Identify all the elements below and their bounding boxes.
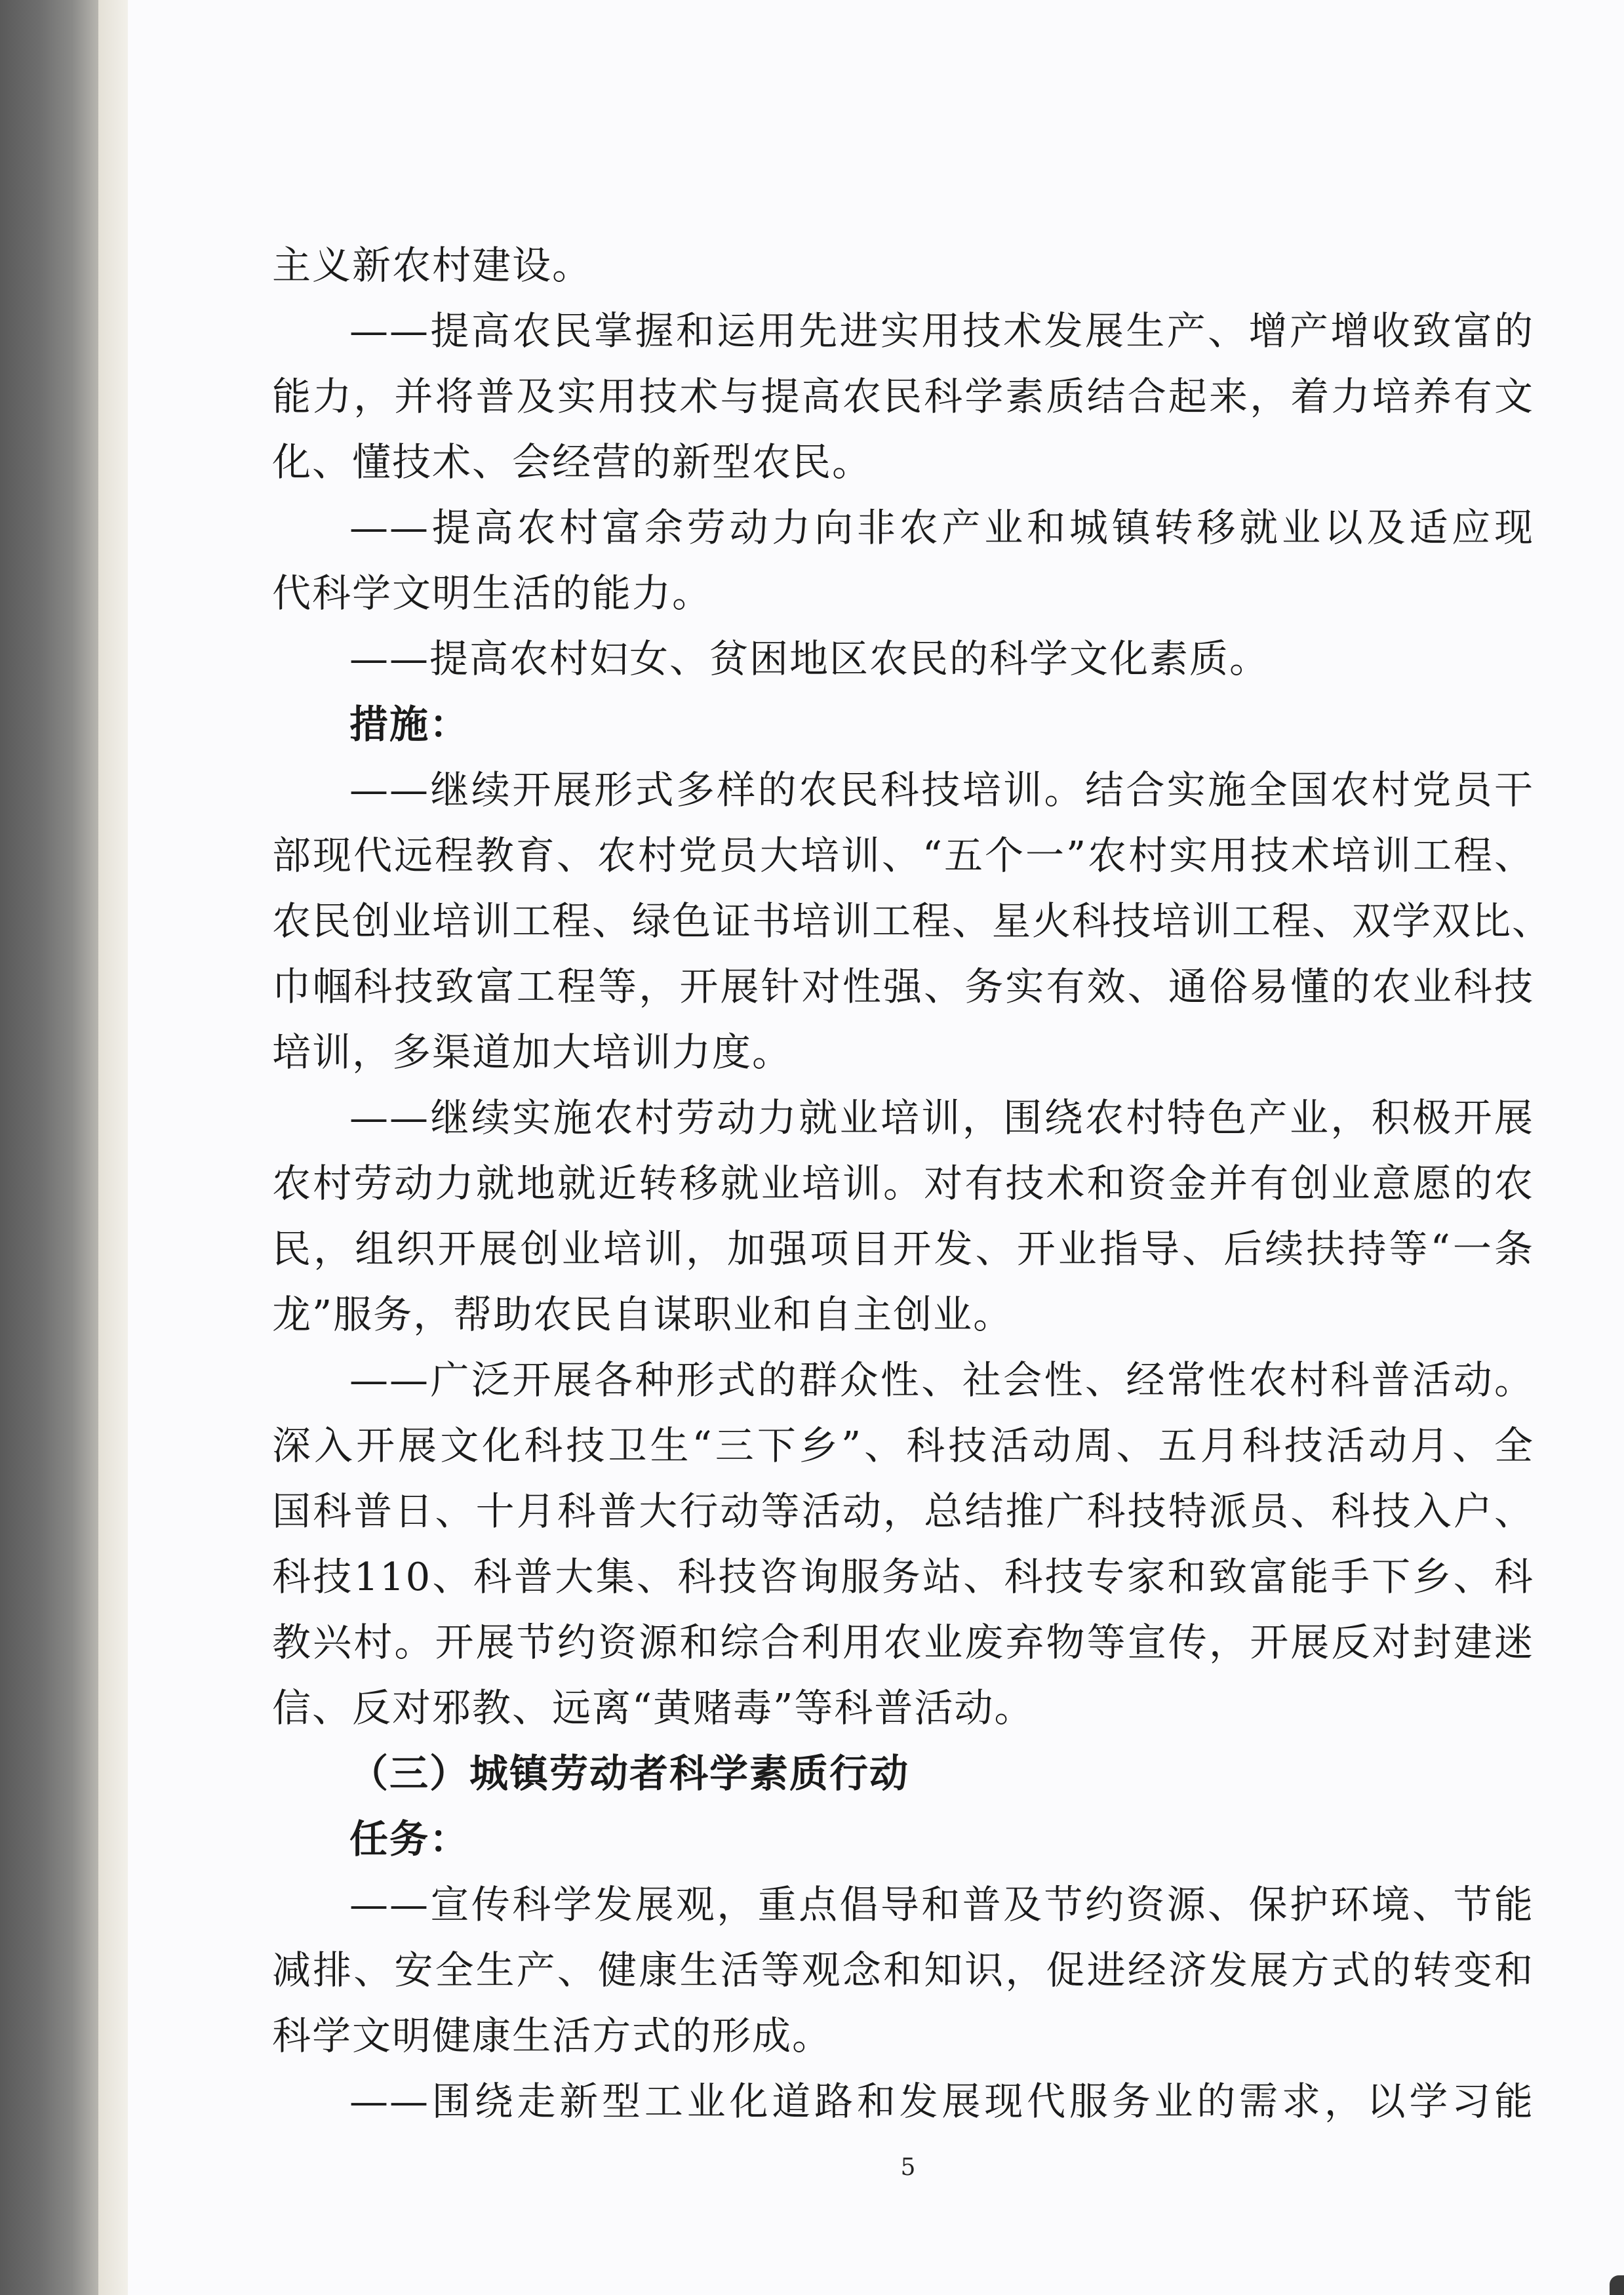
document-body <box>272 233 1553 2134</box>
binding-shadow <box>0 0 98 2295</box>
text-line: ——提高农民掌握和运用先进实用技术发展生产、增产增收致富的 <box>349 308 1534 353</box>
text-line: 主义新农村建设。 <box>272 243 593 288</box>
section-heading: 任务： <box>349 1816 470 1862</box>
text-line: 科技110、科普大集、科技咨询服务站、科技专家和致富能手下乡、科 <box>272 1554 1534 1599</box>
text-line: 深入开展文化科技卫生“三下乡”、科技活动周、五月科技活动月、全 <box>272 1423 1534 1468</box>
text-line: ——继续开展形式多样的农民科技培训。结合实施全国农村党员干 <box>349 767 1534 812</box>
text-line: 龙”服务，帮助农民自谋职业和自主创业。 <box>272 1292 1014 1337</box>
text-line: 化、懂技术、会经营的新型农民。 <box>272 439 873 485</box>
text-line: ——广泛开展各种形式的群众性、社会性、经常性农村科普活动。 <box>349 1357 1534 1403</box>
text-line: ——提高农村富余劳动力向非农产业和城镇转移就业以及适应现 <box>349 505 1534 550</box>
text-line: ——继续实施农村劳动力就业培训，围绕农村特色产业，积极开展 <box>349 1095 1534 1140</box>
text-line: 培训，多渠道加大培训力度。 <box>272 1029 793 1075</box>
text-line: ——围绕走新型工业化道路和发展现代服务业的需求，以学习能 <box>349 2079 1534 2124</box>
text-line: 信、反对邪教、远离“黄赌毒”等科普活动。 <box>272 1685 1035 1730</box>
text-line: ——宣传科学发展观，重点倡导和普及节约资源、保护环境、节能 <box>349 1882 1534 1927</box>
text-line: 教兴村。开展节约资源和综合利用农业废弃物等宣传，开展反对封建迷 <box>272 1620 1534 1665</box>
text-line: 民，组织开展创业培训，加强项目开发、开业指导、后续扶持等“一条 <box>272 1226 1534 1271</box>
section-heading: （三）城镇劳动者科学素质行动 <box>349 1751 910 1796</box>
text-line: 能力，并将普及实用技术与提高农民科学素质结合起来，着力培养有文 <box>272 374 1534 419</box>
text-line: 巾帼科技致富工程等，开展针对性强、务实有效、通俗易懂的农业科技 <box>272 964 1534 1009</box>
text-line: 科学文明健康生活方式的形成。 <box>272 2013 833 2058</box>
text-line: 农村劳动力就地就近转移就业培训。对有技术和资金并有创业意愿的农 <box>272 1161 1534 1206</box>
page-number: 5 <box>900 2154 916 2181</box>
section-heading: 措施： <box>349 702 470 747</box>
text-line: 减排、安全生产、健康生活等观念和知识，促进经济发展方式的转变和 <box>272 1947 1534 1993</box>
text-line: 国科普日、十月科普大行动等活动，总结推广科技特派员、科技入户、 <box>272 1488 1534 1534</box>
corner-mark <box>1610 2275 1624 2295</box>
text-line: 农民创业培训工程、绿色证书培训工程、星火科技培训工程、双学双比、 <box>272 898 1553 944</box>
text-line: 部现代远程教育、农村党员大培训、“五个一”农村实用技术培训工程、 <box>272 833 1534 878</box>
text-line: ——提高农村妇女、贫困地区农民的科学文化素质。 <box>349 636 1270 681</box>
page-edge <box>98 0 128 2295</box>
text-line: 代科学文明生活的能力。 <box>272 570 713 616</box>
